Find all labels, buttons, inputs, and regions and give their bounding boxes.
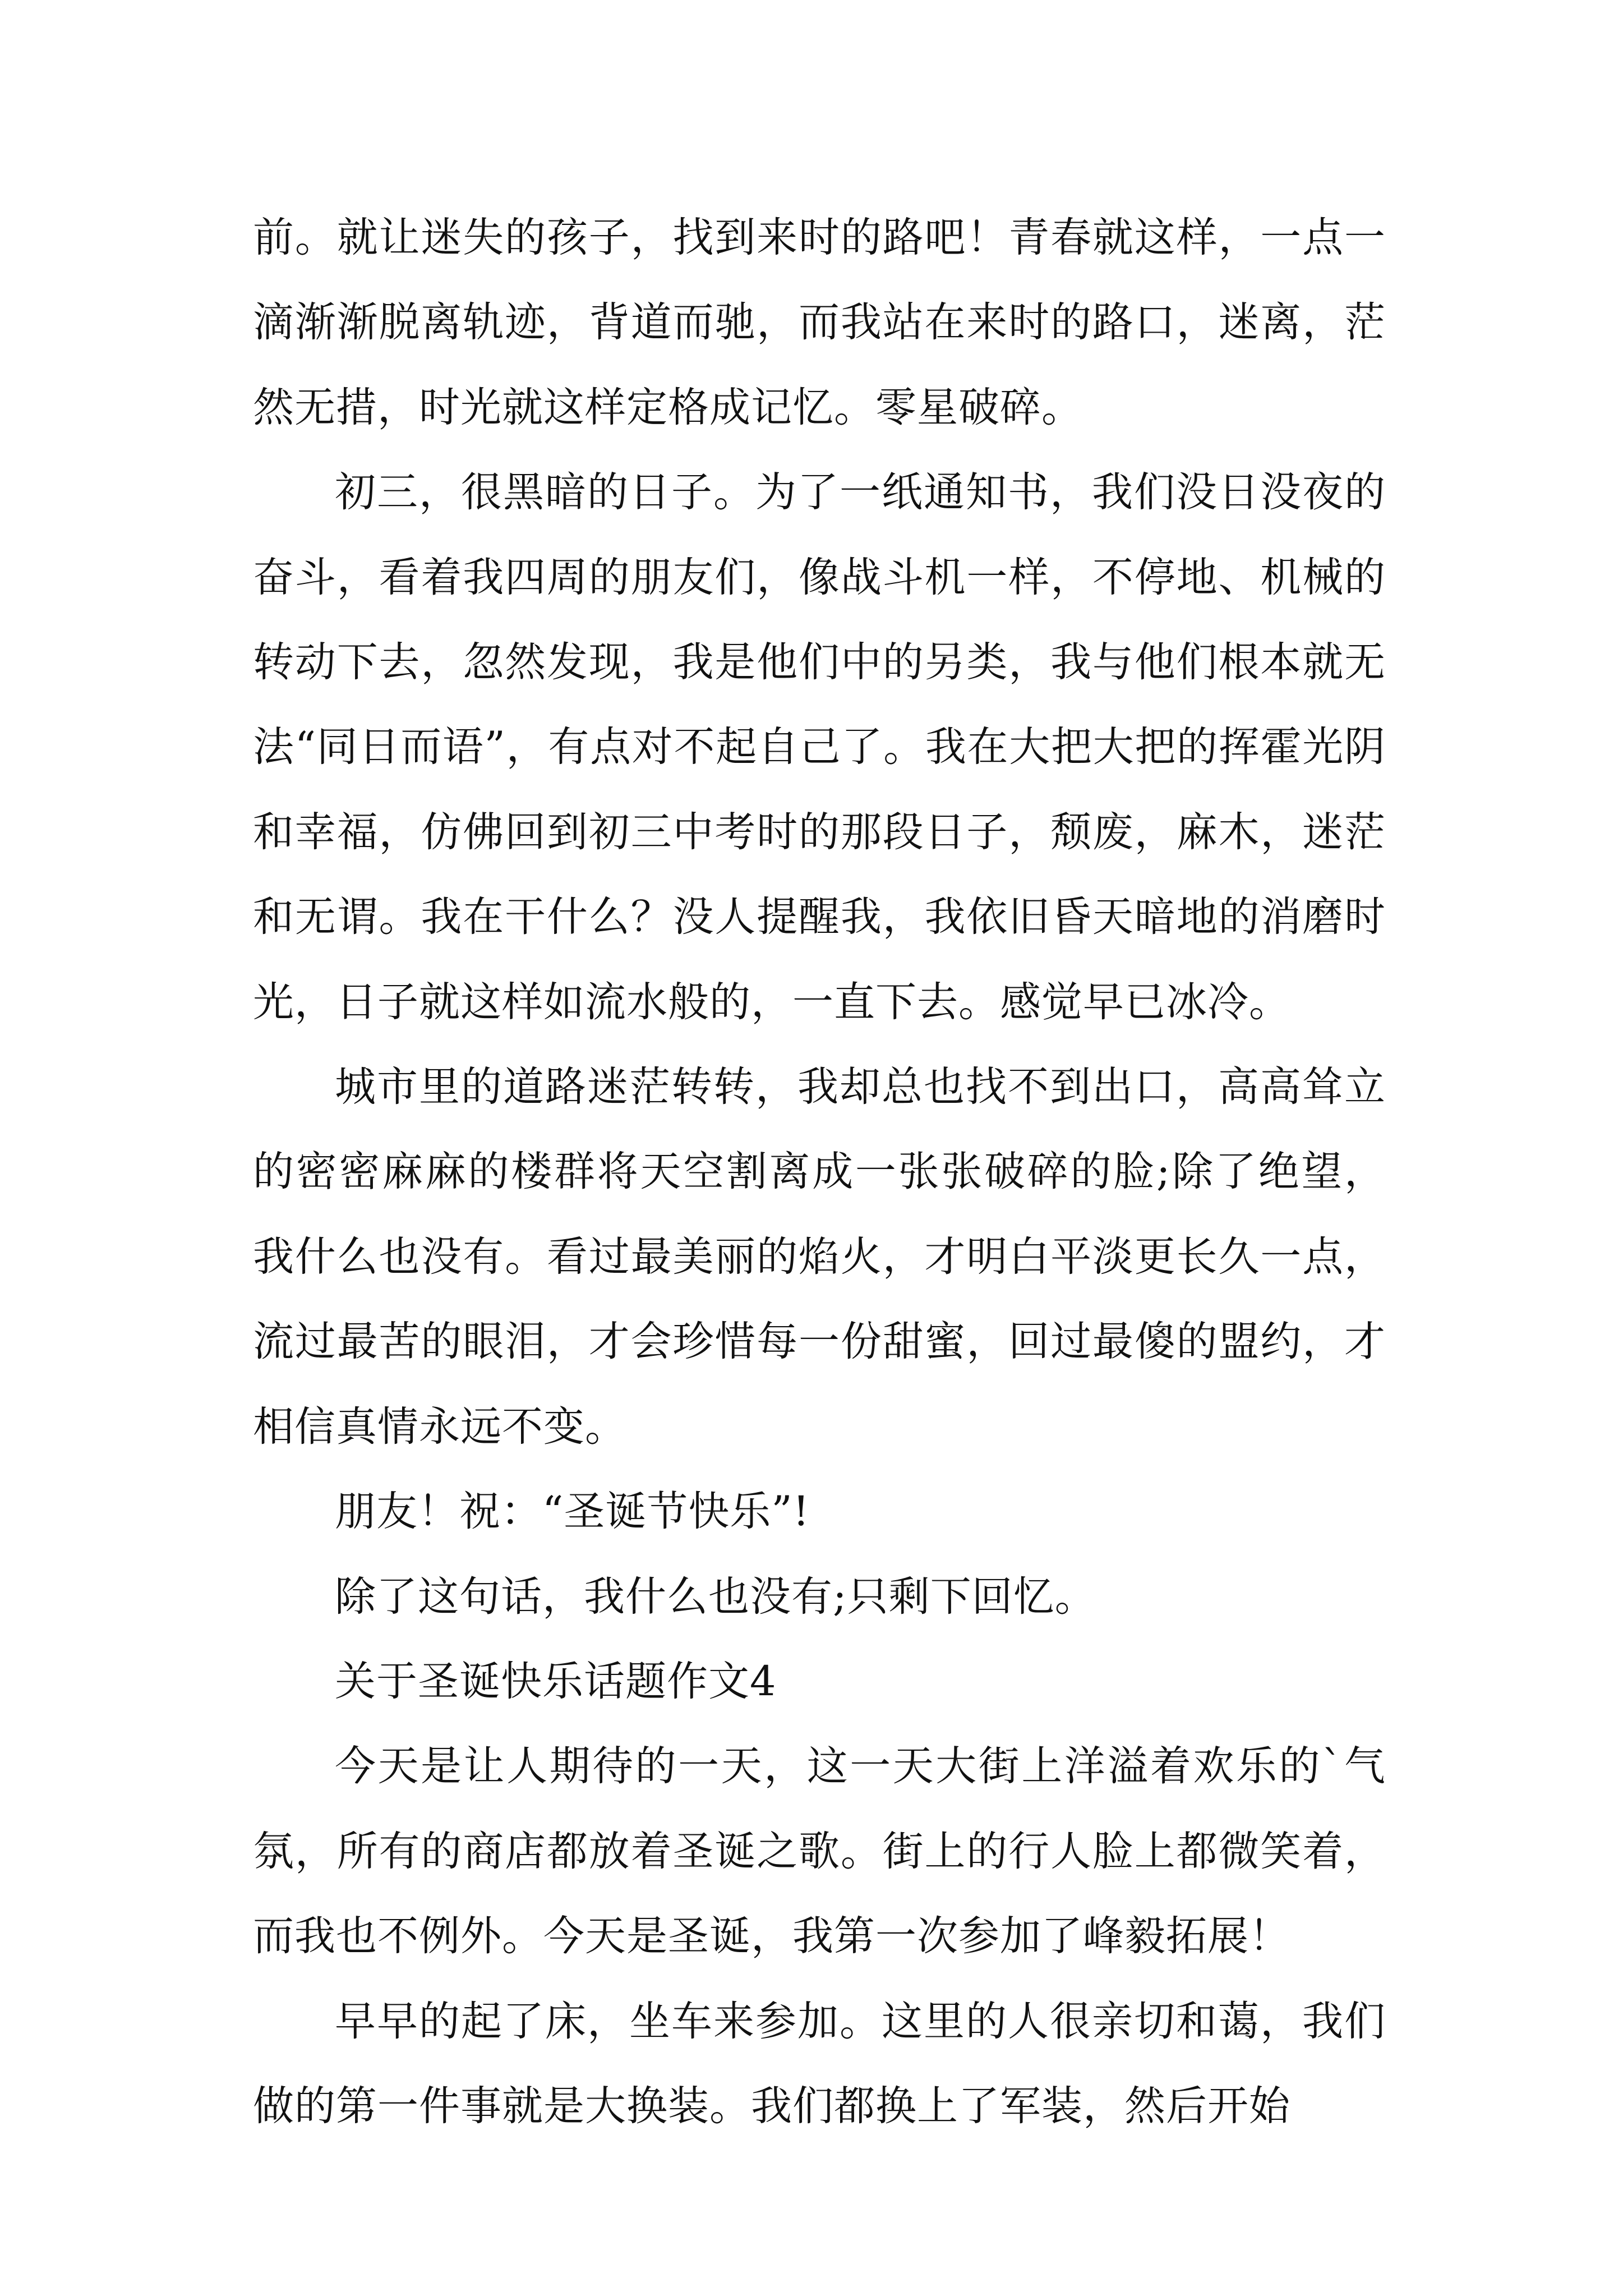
paragraph-4: 朋友！祝：“圣诞节快乐”! bbox=[335, 1488, 810, 1536]
paragraph-3: 城市里的道路迷茫转转，我却总也找不到出口，高高耸立的密密麻麻的楼群将天空割离成一张张破碎的脸;除了绝望，我什么也没有。看过最美丽的焰火，才明白平淡更长久一点，流过最苦的眼泪，才会珍惜每一份甜蜜，回过最傻的盟约，才相信真情永远不变。 bbox=[253, 1063, 1386, 1451]
paragraph-6: 今天是让人期待的一天，这一天大街上洋溢着欢乐的`气氛，所有的商店都放着圣诞之歌。街上的行人脸上都微笑着，而我也不例外。今天是圣诞，我第一次参加了峰毅拓展！ bbox=[253, 1742, 1386, 1961]
document-body bbox=[253, 195, 1386, 2148]
paragraph-7: 早早的起了床，坐车来参加。这里的人很亲切和蔼，我们做的第一件事就是大换装。我们都换上了军装，然后开始 bbox=[253, 1997, 1386, 2130]
paragraph-1: 前。就让迷失的孩子，找到来时的路吧！青春就这样，一点一滴渐渐脱离轨迹，背道而驰，而我站在来时的路口，迷离，茫然无措，时光就这样定格成记忆。零星破碎。 bbox=[253, 214, 1386, 431]
paragraph-5: 除了这句话，我什么也没有;只剩下回忆。 bbox=[335, 1572, 1096, 1621]
section-heading: 关于圣诞快乐话题作文4 bbox=[335, 1657, 777, 1705]
paragraph-2: 初三，很黑暗的日子。为了一纸通知书，我们没日没夜的奋斗，看着我四周的朋友们，像战斗机一样，不停地、机械的转动下去，忽然发现，我是他们中的另类，我与他们根本就无法“同日而语”，有点对不起自己了。我在大把大把的挥霍光阴和幸福，仿佛回到初三中考时的那段日子，颓废，麻木，迷茫和无谓。我在干什么？没人提醒我，我依旧昏天暗地的消磨时光，日子就这样如流水般的，一直下去。感觉早已冰冷。 bbox=[253, 468, 1386, 1026]
